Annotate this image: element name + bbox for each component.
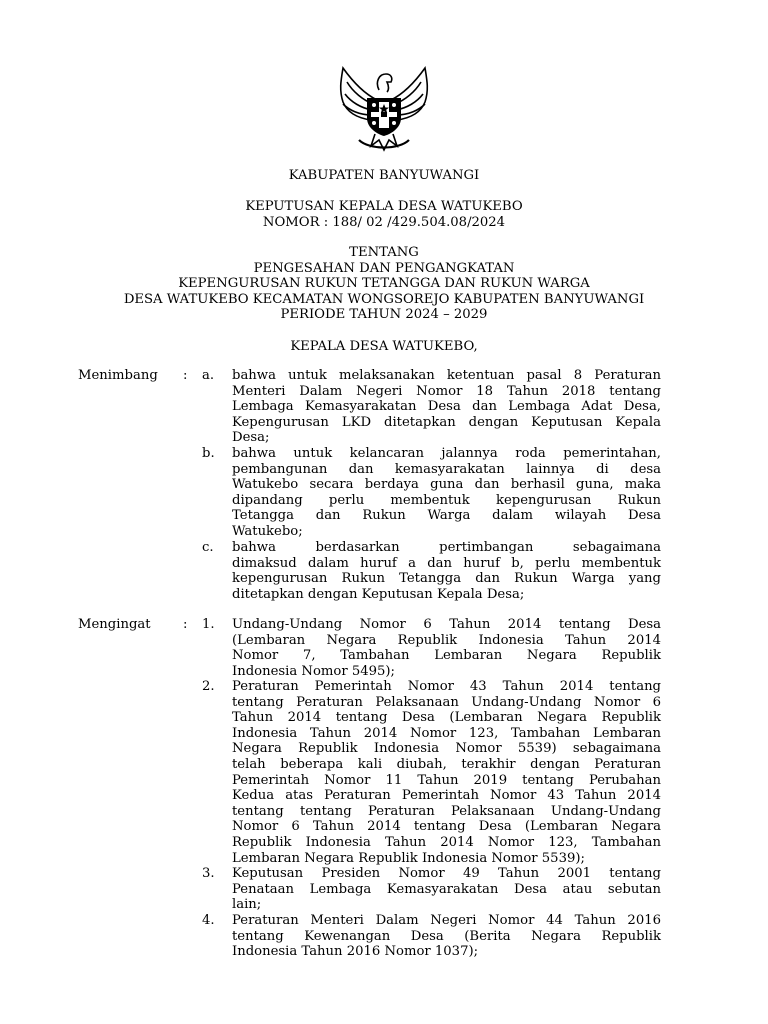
- text-line: Tetangga dan Rukun Warga dalam wilayah Desa: [232, 508, 661, 524]
- text-line: Negara Republik Indonesia Nomor 5539) sebagaimana: [232, 741, 661, 757]
- text-line: Indonesia Nomor 5495);: [232, 663, 395, 679]
- text-line: Peraturan Pemerintah Nomor 43 Tahun 2014 tentang: [232, 679, 661, 694]
- text-line: Menteri Dalam Negeri Nomor 18 Tahun 2018 tentang: [232, 383, 661, 399]
- about-label: TENTANG: [349, 245, 419, 260]
- text-line: Lembaga Kemasyarakatan Desa dan Lembaga Adat Desa,: [232, 399, 661, 415]
- text-line: Nomor 6 Tahun 2014 tentang Desa (Lembaran Negara: [232, 819, 661, 835]
- text-line: Indonesia Tahun 2016 Nomor 1037);: [232, 944, 479, 960]
- text-line: Keputusan Presiden Nomor 49 Tahun 2001 tentang: [232, 866, 661, 881]
- text-line: pembangunan dan kemasyarakatan lainnya di desa: [232, 461, 661, 477]
- item-marker: 4.: [202, 913, 215, 928]
- item-marker: c.: [202, 540, 214, 555]
- text-line: Peraturan Menteri Dalam Negeri Nomor 44 Tahun 2016: [232, 913, 661, 928]
- decree-subject: [60, 245, 708, 323]
- item-marker: 2.: [202, 679, 215, 694]
- item-text: [232, 368, 661, 446]
- text-line: Penataan Lembaga Kemasyarakatan Desa atau sebutan: [232, 881, 661, 897]
- issuer-title: KEPALA DESA WATUKEBO,: [290, 339, 478, 354]
- item-text: [232, 679, 661, 866]
- item-text: [232, 617, 661, 679]
- decree-number: NOMOR : 188/ 02 /429.504.08/2024: [262, 214, 506, 230]
- document-header: [60, 168, 708, 184]
- item-text: [232, 866, 661, 913]
- text-line: bahwa berdasarkan pertimbangan sebagaimana: [232, 540, 661, 555]
- item-marker: a.: [202, 368, 215, 383]
- section-colon: :: [183, 368, 188, 383]
- item-text: [232, 446, 661, 540]
- item-text: [232, 913, 661, 960]
- text-line: (Lembaran Negara Republik Indonesia Tahun 2014: [232, 632, 661, 648]
- item-text: [232, 540, 661, 602]
- item-marker: b.: [202, 446, 215, 461]
- text-line: tentang Kewenangan Desa (Berita Negara Republik: [232, 928, 661, 944]
- text-line: dipandang perlu membentuk kepengurusan Rukun: [232, 492, 661, 508]
- text-line: dimaksud dalam huruf a dan huruf b, perlu membentuk: [232, 555, 661, 571]
- section-label: Mengingat: [78, 617, 151, 632]
- section-colon: :: [183, 617, 188, 632]
- item-marker: 1.: [202, 617, 215, 632]
- text-line: Pemerintah Nomor 11 Tahun 2019 tentang Perubahan: [232, 772, 661, 788]
- text-line: kepengurusan Rukun Tetangga dan Rukun Warga yang: [232, 571, 661, 587]
- text-line: Kepengurusan LKD ditetapkan dengan Keputusan Kepala: [232, 414, 661, 430]
- section-label: Menimbang: [78, 368, 158, 383]
- text-line: Watukebo secara berdaya guna dan berhasil guna, maka: [232, 477, 661, 493]
- text-line: telah beberapa kali diubah, terakhir dengan Peraturan: [232, 756, 661, 772]
- text-line: Nomor 7, Tambahan Lembaran Negara Republik: [232, 648, 661, 664]
- subject-line: PERIODE TAHUN 2024 – 2029: [280, 307, 488, 323]
- text-line: bahwa untuk melaksanakan ketentuan pasal 8 Peraturan: [232, 368, 661, 383]
- text-line: Watukebo;: [232, 523, 303, 539]
- text-line: Kedua atas Peraturan Pemerintah Nomor 43 Tahun 2014: [232, 788, 661, 804]
- text-line: tentang Peraturan Pelaksanaan Undang-Undang Nomor 6: [232, 694, 661, 710]
- text-line: Desa;: [232, 430, 270, 446]
- text-line: Lembaran Negara Republik Indonesia Nomor 5539);: [232, 850, 585, 866]
- decree-title: KEPUTUSAN KEPALA DESA WATUKEBO: [245, 199, 523, 214]
- text-line: Undang-Undang Nomor 6 Tahun 2014 tentang Desa: [232, 617, 661, 632]
- text-line: Republik Indonesia Tahun 2014 Nomor 123, Tambahan: [232, 834, 661, 850]
- subject-line: PENGESAHAN DAN PENGANGKATAN: [253, 260, 515, 276]
- text-line: tentang tentang Peraturan Pelaksanaan Undang-Undang: [232, 803, 661, 819]
- regency-name: KABUPATEN BANYUWANGI: [288, 168, 480, 183]
- text-line: ditetapkan dengan Keputusan Kepala Desa;: [232, 586, 525, 602]
- item-marker: 3.: [202, 866, 215, 881]
- text-line: Indonesia Tahun 2014 Nomor 123, Tambahan Lembaran: [232, 725, 661, 741]
- decree-heading: [60, 199, 708, 230]
- issuer-block: [60, 339, 708, 355]
- text-line: bahwa untuk kelancaran jalannya roda pemerintahan,: [232, 446, 661, 461]
- garuda-pancasila-emblem-icon: [329, 60, 439, 156]
- text-line: lain;: [232, 897, 262, 913]
- text-line: Tahun 2014 tentang Desa (Lembaran Negara Republik: [232, 710, 661, 726]
- subject-line: KEPENGURUSAN RUKUN TETANGGA DAN RUKUN WARGA: [178, 276, 590, 292]
- subject-line: DESA WATUKEBO KECAMATAN WONGSOREJO KABUPATEN BANYUWANGI: [123, 291, 645, 307]
